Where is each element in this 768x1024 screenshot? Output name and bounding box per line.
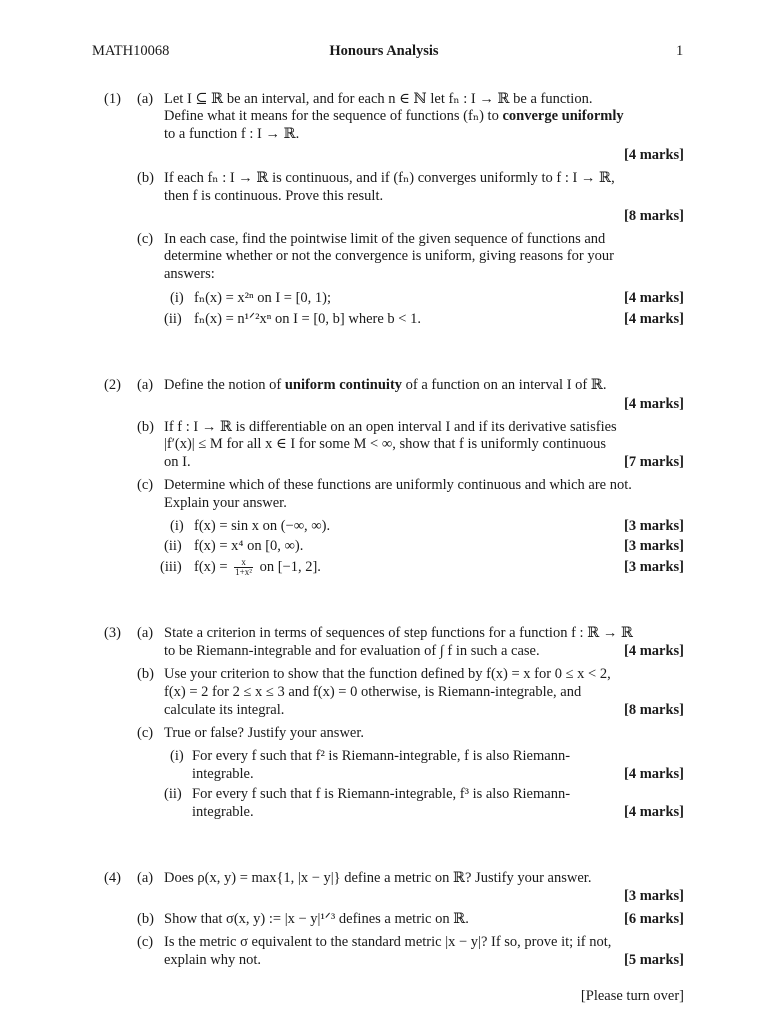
marks-label: [8 marks] bbox=[623, 702, 684, 718]
question-number: (2) bbox=[104, 377, 121, 393]
question-text bbox=[164, 107, 624, 125]
page-number: 1 bbox=[676, 43, 684, 59]
question-text: For every f such that f is Riemann-integrable, f³ is also Riemann- bbox=[192, 786, 571, 802]
question-text: f(x) = sin x on (−∞, ∞). bbox=[194, 518, 331, 534]
subpart-label: (iii) bbox=[160, 559, 182, 575]
question-text: answers: bbox=[164, 266, 215, 282]
subpart-label: (i) bbox=[170, 290, 184, 306]
part-label: (c) bbox=[137, 231, 154, 247]
part-label: (b) bbox=[137, 666, 154, 682]
question-text: Determine which of these functions are uniformly continuous and which are not. bbox=[164, 477, 632, 493]
question-text: Let I ⊆ ℝ be an interval, and for each n ∈ ℕ let fₙ : I → ℝ be a function. bbox=[164, 91, 593, 107]
part-label: (a) bbox=[137, 91, 154, 107]
question-text: Is the metric σ equivalent to the standard metric |x − y|? If so, prove it; if not, bbox=[164, 934, 612, 950]
part-label: (a) bbox=[137, 377, 154, 393]
part-label: (c) bbox=[137, 725, 154, 741]
question-text: |f′(x)| ≤ M for all x ∈ I for some M < ∞, show that f is uniformly continuous bbox=[164, 436, 607, 452]
marks-label: [4 marks] bbox=[623, 804, 684, 820]
question-text: Explain your answer. bbox=[164, 495, 287, 511]
question-text: explain why not. bbox=[164, 952, 262, 968]
part-label: (b) bbox=[137, 911, 154, 927]
question-text: f(x) = 2 for 2 ≤ x ≤ 3 and f(x) = 0 otherwise, is Riemann-integrable, and bbox=[164, 684, 582, 700]
question-text: State a criterion in terms of sequences of step functions for a function f : ℝ → ℝ bbox=[164, 625, 634, 641]
question-number: (3) bbox=[104, 625, 121, 641]
text-span: of a function on an interval I of ℝ. bbox=[405, 377, 607, 393]
part-label: (b) bbox=[137, 170, 154, 186]
question-text: Use your criterion to show that the function defined by f(x) = x for 0 ≤ x < 2, bbox=[164, 666, 611, 682]
marks-label: [5 marks] bbox=[623, 952, 684, 968]
question-text: integrable. bbox=[192, 804, 254, 820]
page-title: Honours Analysis bbox=[329, 43, 439, 59]
question-text: In each case, find the pointwise limit of the given sequence of functions and bbox=[164, 231, 606, 247]
question-text: fₙ(x) = n¹ᐟ²xⁿ on I = [0, b] where b < 1. bbox=[194, 311, 421, 327]
part-label: (a) bbox=[137, 870, 154, 886]
question-text: on I. bbox=[164, 454, 191, 470]
marks-label: [3 marks] bbox=[623, 538, 684, 554]
text-span: Define the notion of bbox=[164, 377, 282, 393]
marks-label: [4 marks] bbox=[623, 290, 684, 306]
marks-label: [3 marks] bbox=[623, 888, 684, 904]
fraction-numerator: x bbox=[234, 558, 253, 568]
question-text: True or false? Justify your answer. bbox=[164, 725, 365, 741]
bold-term: uniform continuity bbox=[284, 377, 403, 393]
subpart-label: (ii) bbox=[164, 786, 182, 802]
subpart-label: (i) bbox=[170, 748, 184, 764]
marks-label: [4 marks] bbox=[623, 396, 684, 412]
marks-label: [4 marks] bbox=[623, 766, 684, 782]
course-code: MATH10068 bbox=[92, 43, 170, 59]
text-span: f(x) = bbox=[194, 559, 228, 575]
part-label: (c) bbox=[137, 477, 154, 493]
part-label: (b) bbox=[137, 419, 154, 435]
subpart-label: (i) bbox=[170, 518, 184, 534]
marks-label: [4 marks] bbox=[623, 643, 684, 659]
question-number: (4) bbox=[104, 870, 121, 886]
question-text: If f : I → ℝ is differentiable on an open interval I and if its derivative satisfies bbox=[164, 419, 617, 435]
marks-label: [6 marks] bbox=[623, 911, 684, 927]
marks-label: [8 marks] bbox=[623, 208, 684, 224]
bold-term: converge uniformly bbox=[502, 108, 624, 124]
marks-label: [7 marks] bbox=[623, 454, 684, 470]
marks-label: [4 marks] bbox=[623, 147, 684, 163]
question-text: fₙ(x) = x²ⁿ on I = [0, 1); bbox=[194, 290, 332, 306]
text-span: on [−1, 2]. bbox=[259, 559, 321, 575]
question-text: calculate its integral. bbox=[164, 702, 285, 718]
question-text: then f is continuous. Prove this result. bbox=[164, 188, 384, 204]
question-text: determine whether or not the convergence is uniform, giving reasons for your bbox=[164, 248, 614, 264]
subpart-label: (ii) bbox=[164, 311, 182, 327]
question-text: integrable. bbox=[192, 766, 254, 782]
question-text: Show that σ(x, y) := |x − y|¹ᐟ³ defines a metric on ℝ. bbox=[164, 911, 469, 927]
question-text: Does ρ(x, y) = max{1, |x − y|} define a metric on ℝ? Justify your answer. bbox=[164, 870, 592, 886]
question-number: (1) bbox=[104, 91, 121, 107]
question-text: If each fₙ : I → ℝ is continuous, and if (fₙ) converges uniformly to f : I → ℝ, bbox=[164, 170, 615, 186]
part-label: (c) bbox=[137, 934, 154, 950]
question-text bbox=[164, 376, 607, 394]
turn-over-note: [Please turn over] bbox=[580, 988, 684, 1004]
text-span: Define what it means for the sequence of functions (fₙ) to bbox=[164, 108, 499, 124]
marks-label: [3 marks] bbox=[623, 559, 684, 575]
question-text bbox=[194, 558, 321, 577]
question-text: For every f such that f² is Riemann-integrable, f is also Riemann- bbox=[192, 748, 571, 764]
subpart-label: (ii) bbox=[164, 538, 182, 554]
question-text: to a function f : I → ℝ. bbox=[164, 126, 300, 142]
marks-label: [4 marks] bbox=[623, 311, 684, 327]
question-text: f(x) = x⁴ on [0, ∞). bbox=[194, 538, 304, 554]
fraction bbox=[234, 558, 253, 577]
marks-label: [3 marks] bbox=[623, 518, 684, 534]
part-label: (a) bbox=[137, 625, 154, 641]
fraction-denominator: 1+x² bbox=[235, 567, 252, 578]
question-text: to be Riemann-integrable and for evaluation of ∫ f in such a case. bbox=[164, 643, 540, 659]
